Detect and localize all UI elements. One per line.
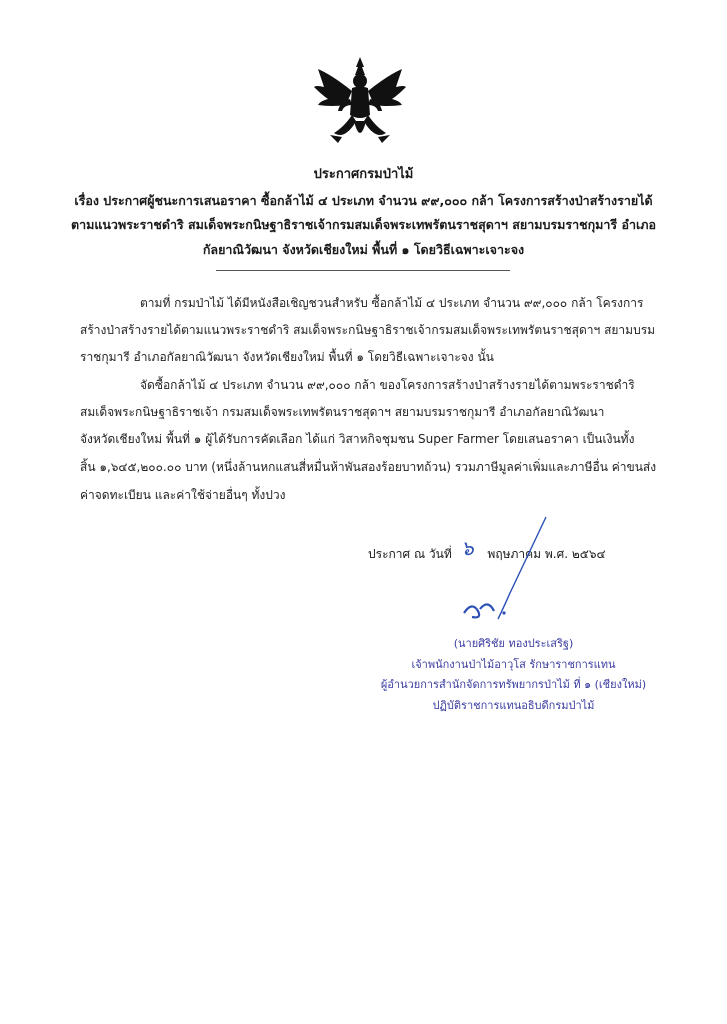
divider xyxy=(216,270,510,271)
announcement-agency: ประกาศกรมป่าไม้ xyxy=(313,167,414,182)
body-line: จัดซื้อกล้าไม้ ๔ ประเภท จำนวน ๙๙,๐๐๐ กล้า ของโครงการสร้างป่าสร้างรายได้ตามพระราชดำริ xyxy=(140,378,635,392)
body-line: สร้างป่าสร้างรายได้ตามแนวพระราชดำริ สมเด็จพระกนิษฐาธิราชเจ้ากรมสมเด็จพระเทพรัตนราชสุดาฯ สยามบรม xyxy=(80,323,656,337)
subject-line-2: ตามแนวพระราชดำริ สมเด็จพระกนิษฐาธิราชเจ้ากรมสมเด็จพระเทพรัตนราชสุดาฯ สยามบรมราชกุมารี อำเภอ xyxy=(70,217,657,232)
signatory-position-2: ผู้อำนวยการสำนักจัดการทรัพยากรป่าไม้ ที่ ๑ (เชียงใหม่) xyxy=(380,678,647,691)
body-line: จังหวัดเชียงใหม่ พื้นที่ ๑ ผู้ได้รับการคัดเลือก ได้แก่ วิสาหกิจชุมชน Super Farmer โดยเสนอราคา เป็นเงินทั้ง xyxy=(80,432,635,446)
garuda-emblem-icon xyxy=(312,55,408,155)
subject-line-3: กัลยาณิวัฒนา จังหวัดเชียงใหม่ พื้นที่ ๑ โดยวิธีเฉพาะเจาะจง xyxy=(202,242,525,257)
date-suffix: พฤษภาคม พ.ศ. ๒๕๖๔ xyxy=(487,547,606,561)
body-line: ตามที่ กรมป่าไม้ ได้มีหนังสือเชิญชวนสำหรับ ซื้อกล้าไม้ ๔ ประเภท จำนวน ๙๙,๐๐๐ กล้า โครงการ xyxy=(140,296,644,310)
date-day-handwritten: ๖ xyxy=(461,536,474,560)
body-line: สิ้น ๑,๖๔๕,๒๐๐.๐๐ บาท (หนึ่งล้านหกแสนสี่หมื่นห้าพันสองร้อยบาทถ้วน) รวมภาษีมูลค่าเพิ่มและภาษีอื่น ค่าขนส่ง xyxy=(80,460,657,474)
signatory-position-1: เจ้าพนักงานป่าไม้อาวุโส รักษาราชการแทน xyxy=(411,658,616,671)
signatory-position-3: ปฏิบัติราชการแทนอธิบดีกรมป่าไม้ xyxy=(432,699,595,712)
body-line: ราชกุมารี อำเภอกัลยาณิวัฒนา จังหวัดเชียงใหม่ พื้นที่ ๑ โดยวิธีเฉพาะเจาะจง นั้น xyxy=(80,350,494,364)
date-prefix: ประกาศ ณ วันที่ xyxy=(368,547,452,561)
handwritten-signature-icon xyxy=(458,515,578,625)
body-line: ค่าจดทะเบียน และค่าใช้จ่ายอื่นๆ ทั้งปวง xyxy=(80,488,286,502)
body-line: สมเด็จพระกนิษฐาธิราชเจ้า กรมสมเด็จพระเทพรัตนราชสุดาฯ สยามบรมราชกุมารี อำเภอกัลยาณิวัฒนา xyxy=(80,405,605,419)
signatory-name: (นายศิริชัย ทองประเสริฐ) xyxy=(453,637,574,650)
subject-line-1: เรื่อง ประกาศผู้ชนะการเสนอราคา ซื้อกล้าไม้ ๔ ประเภท จำนวน ๙๙,๐๐๐ กล้า โครงการสร้างป่าสร้างรายได้ xyxy=(74,193,653,208)
